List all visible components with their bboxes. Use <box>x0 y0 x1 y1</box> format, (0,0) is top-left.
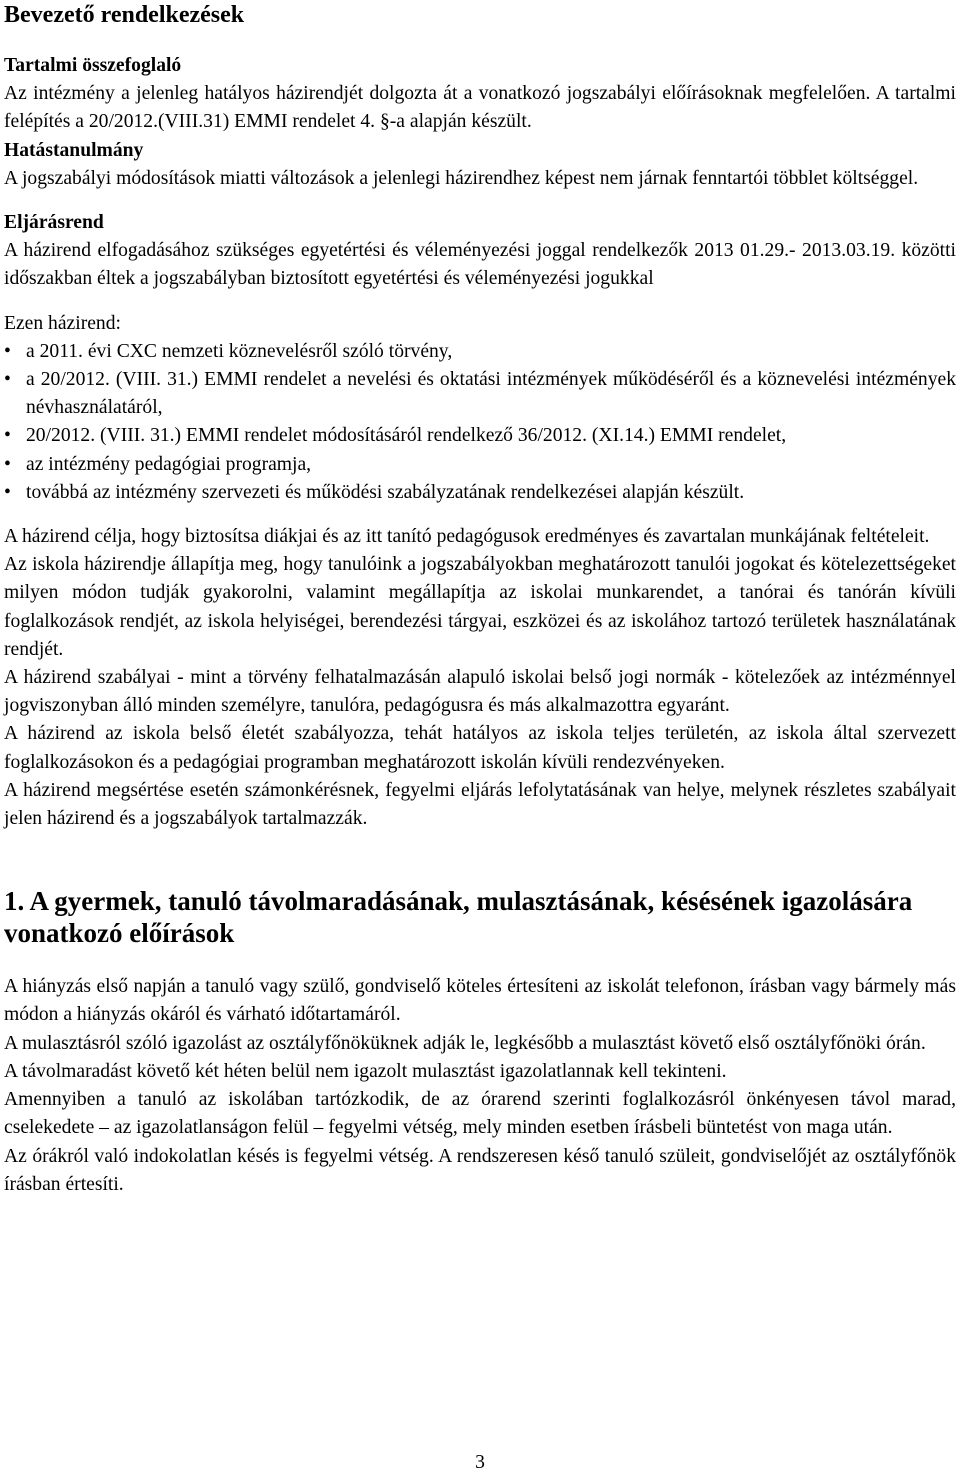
procedure-text: A házirend elfogadásához szükséges egyetértési és véleményezési joggal rendelkezők 2013 01.29.- 2013.03.19. közötti időszakban éltek a jogszabályban biztosított egyetértési és véleményezési jogukkal <box>4 240 956 290</box>
list-item: • az intézmény pedagógiai programja, <box>4 451 956 479</box>
basis-list <box>4 338 956 507</box>
summary-heading: Tartalmi összefoglaló <box>4 55 182 76</box>
spacer <box>4 193 956 209</box>
paragraph: Amennyiben a tanuló az iskolában tartózkodik, de az órarend szerinti foglalkozásról önkényesen távol marad, cselekedete – az igazolatlanságon felül – fegyelmi vétség, mely minden esetben írásbeli büntetést von maga után. <box>4 1089 956 1139</box>
list-item: • továbbá az intézmény szervezeti és működési szabályzatának rendelkezései alapján készült. <box>4 479 956 507</box>
paragraph: Az iskola házirendje állapítja meg, hogy tanulóink a jogszabályokban meghatározott tanulói jogokat és kötelezettségeket milyen módon tudják gyakorolni, valamint megállapítja az iskolai munkarendet, a tanórai és tanórán kívüli foglalkozások rendjét, az iskola helyiségei, berendezési tárgyai, eszközei és az iskolához tartozó területek használatának rendjét. <box>4 554 956 660</box>
spacer <box>4 507 956 523</box>
paragraph: Az órákról való indokolatlan késés is fegyelmi vétség. A rendszeresen késő tanuló szüleit, gondviselőjét az osztályfőnök írásban értesíti. <box>4 1145 956 1195</box>
basis-intro: Ezen házirend: <box>4 312 121 334</box>
impact-section <box>4 137 956 193</box>
summary-text: Az intézmény a jelenleg hatályos házirendjét dolgozta át a vonatkozó jogszabályi előírásoknak megfelelően. A tartalmi felépítés a 20/2012.(VIII.31) EMMI rendelet 4. §-a alapján készült. <box>4 83 956 133</box>
spacer <box>4 833 956 885</box>
paragraph: A házirend megsértése esetén számonkérésnek, fegyelmi eljárás lefolytatásának van helye, melynek részletes szabályait jelen házirend és a jogszabályok tartalmazzák. <box>4 779 956 830</box>
chapter-1-body <box>4 973 956 1199</box>
chapter-1-title: 1. A gyermek, tanuló távolmaradásának, mulasztásának, késésének igazolására vonatkozó előírások <box>4 886 913 949</box>
document-page <box>4 0 956 1199</box>
basis-section <box>4 310 956 507</box>
list-item: • a 20/2012. (VIII. 31.) EMMI rendelet a nevelési és oktatási intézmények működéséről és a köznevelési intézmények névhasználatáról, <box>4 366 956 422</box>
paragraph: A házirend szabályai - mint a törvény felhatalmazásán alapuló iskolai belső jogi normák - kötelezőek az intézménnyel jogviszonyban álló minden személyre, tanulóra, pedagógusra és más alkalmazottra egyaránt. <box>4 667 956 717</box>
page-title: Bevezető rendelkezések <box>4 2 245 28</box>
spacer <box>4 949 956 973</box>
paragraph: A hiányzás első napján a tanuló vagy szülő, gondviselő köteles értesíteni az iskolát telefonon, írásban vagy bármely más módon a hiányzás okáról és várható időtartamáról. <box>4 976 956 1026</box>
list-item: • a 2011. évi CXC nemzeti köznevelésről szóló törvény, <box>4 338 956 366</box>
list-item: • 20/2012. (VIII. 31.) EMMI rendelet módosításáról rendelkező 36/2012. (XI.14.) EMMI rendelet, <box>4 422 956 450</box>
procedure-heading: Eljárásrend <box>4 212 104 234</box>
paragraph: A mulasztásról szóló igazolást az osztályfőnöküknek adják le, legkésőbb a mulasztást követő első osztályfőnöki órán. <box>4 1032 926 1054</box>
intro-paragraphs <box>4 523 956 833</box>
paragraph: A távolmaradást követő két héten belül nem igazolt mulasztást igazolatlannak kell tekinteni. <box>4 1060 727 1082</box>
spacer <box>4 294 956 310</box>
paragraph: A házirend az iskola belső életét szabályozza, tehát hatályos az iskola teljes területén, az iskola által szervezett foglalkozásokon és a pedagógiai programban meghatározott iskolán kívüli rendezvényeken. <box>4 723 956 773</box>
summary-section <box>4 52 956 137</box>
procedure-section <box>4 209 956 294</box>
impact-heading: Hatástanulmány <box>4 139 144 161</box>
spacer <box>4 30 956 52</box>
impact-text: A jogszabályi módosítások miatti változások a jelenlegi házirendhez képest nem járnak fenntartói többlet költséggel. <box>4 167 919 189</box>
paragraph: A házirend célja, hogy biztosítsa diákjai és az itt tanító pedagógusok eredményes és zavartalan munkájának feltételeit. <box>4 526 930 548</box>
page-number: 3 <box>475 1452 485 1473</box>
